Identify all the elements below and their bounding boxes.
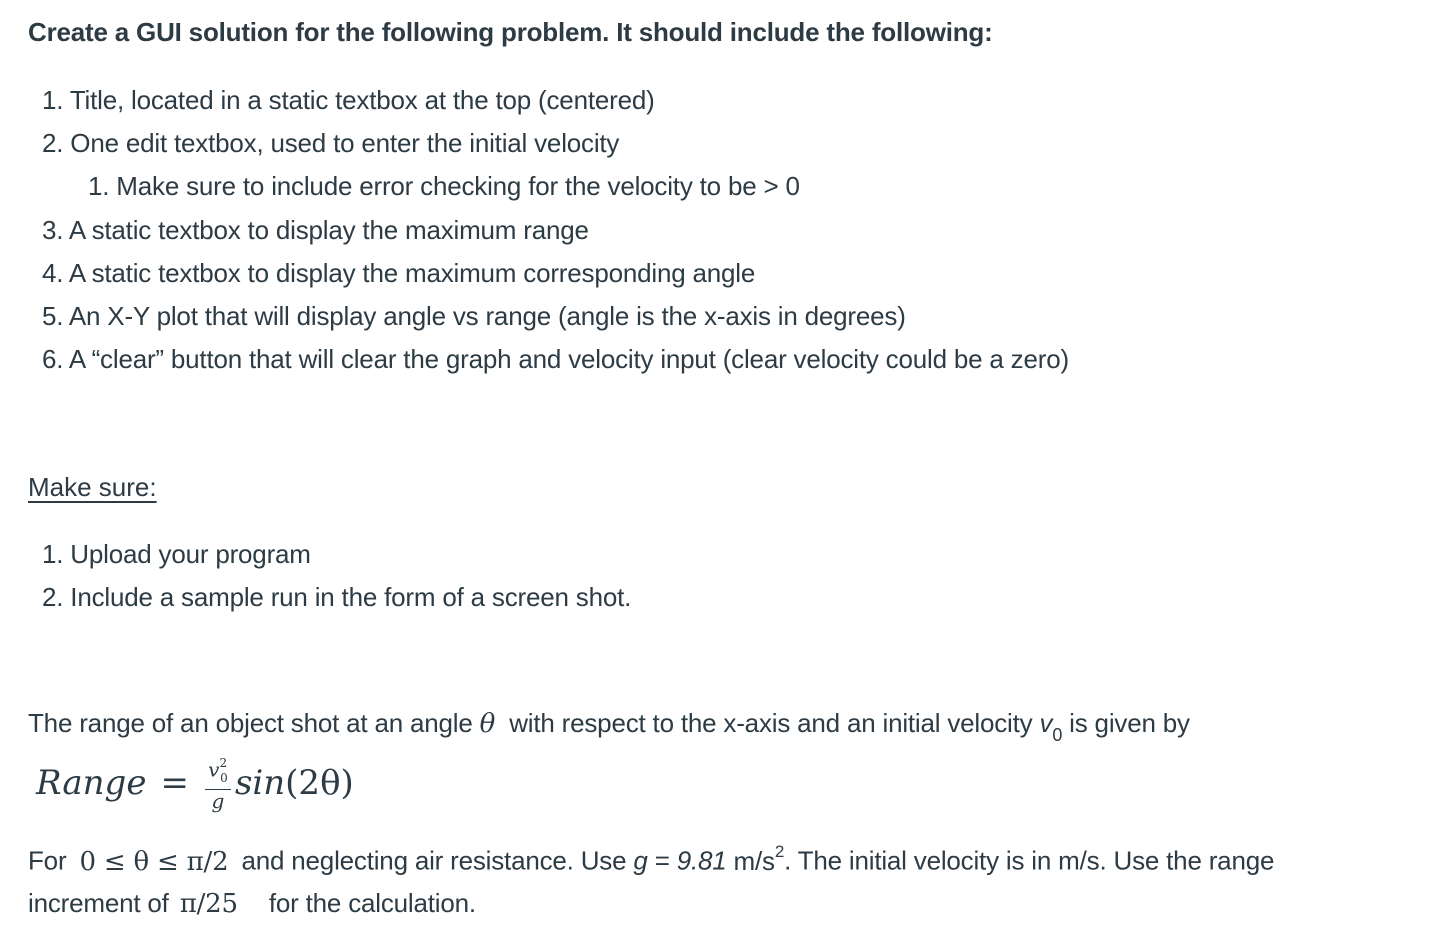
cond-text: For: [28, 845, 67, 876]
list-item-sub: 1. Make sure to include error checking for the velocity to be > 0: [88, 171, 800, 202]
velocity-symbol: $v_0$: [1039, 708, 1063, 746]
equation-fraction: [205, 754, 231, 812]
theta-symbol: θ: [479, 709, 496, 739]
fraction-denominator: g: [211, 789, 225, 814]
g-equals: =: [654, 845, 670, 876]
fraction-numerator: $v^2_0$: [208, 755, 228, 785]
problem-increment: [28, 888, 476, 919]
g-units: $m/s^2$: [733, 842, 785, 876]
list-item: 2. One edit textbox, used to enter the initial velocity: [42, 128, 620, 159]
list-item: 1. Title, located in a static textbox at the top (centered): [42, 85, 655, 115]
increment-text: increment of: [28, 888, 169, 918]
requirements-list: [42, 79, 1069, 381]
range-equation: [36, 748, 354, 818]
increment-text: for the calculation.: [268, 888, 476, 918]
intro-text: The range of an object shot at an angle: [28, 708, 473, 738]
g-value: 9.81: [676, 845, 727, 876]
problem-intro: [28, 708, 1190, 746]
increment-math: π/25: [179, 889, 238, 919]
cond-text: . The initial velocity is in m/s. Use the range: [784, 845, 1275, 876]
angle-range-math: 0 ≤ θ ≤ π/2: [79, 846, 229, 877]
equation-equals: =: [160, 763, 189, 803]
list-item: 3. A static textbox to display the maximum range: [42, 214, 589, 245]
problem-conditions: [28, 842, 1275, 877]
list-item: 5. An X-Y plot that will display angle vs range (angle is the x-axis in degrees): [42, 300, 906, 331]
assignment-heading: Create a GUI solution for the following problem. It should include the following:: [28, 17, 993, 47]
equation-sin: sin: [234, 763, 286, 803]
list-item: 4. A static textbox to display the maximum corresponding angle: [42, 257, 756, 288]
list-item: 2. Include a sample run in the form of a screen shot.: [42, 582, 632, 613]
equation-lhs: Range: [36, 763, 147, 803]
make-sure-list: [42, 533, 631, 619]
list-item: 1. Upload your program: [42, 539, 311, 569]
g-symbol: g: [633, 845, 648, 876]
list-item: 6. A “clear” button that will clear the graph and velocity input (clear velocity could be a zero): [42, 344, 1069, 375]
intro-text: with respect to the x-axis and an initial velocity: [509, 708, 1033, 738]
intro-text: is given by: [1069, 708, 1190, 738]
make-sure-title: Make sure:: [28, 472, 157, 502]
cond-text: and neglecting air resistance. Use: [241, 845, 627, 876]
equation-arg: (2θ): [285, 763, 354, 803]
